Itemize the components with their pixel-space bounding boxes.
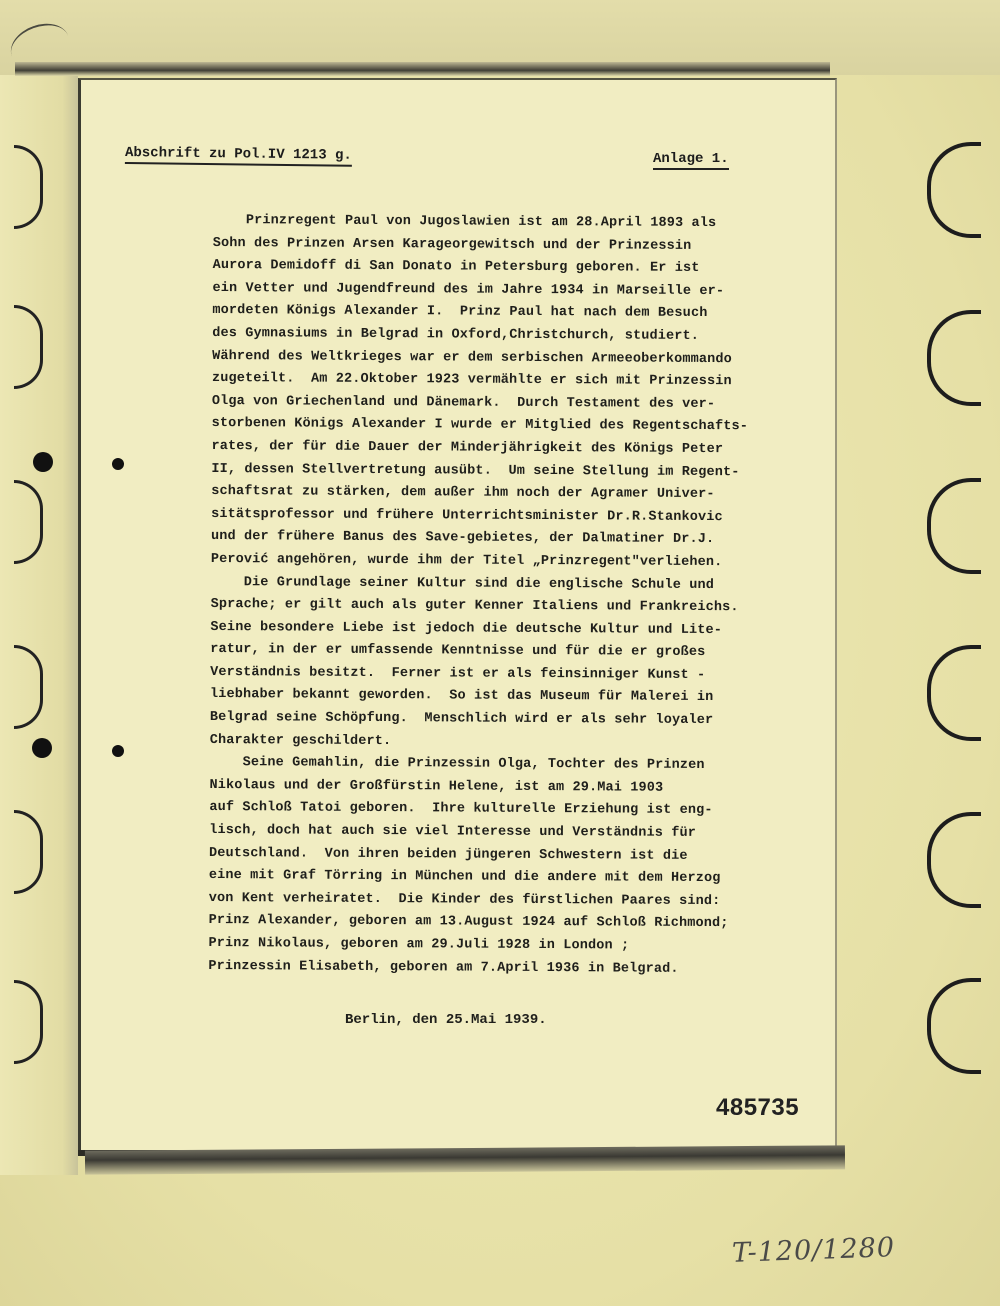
text-line: Olga von Griechenland und Dänemark. Durch Testament des ver- xyxy=(211,393,716,412)
text-line: liebhaber bekannt geworden. So ist das Museum für Malerei in xyxy=(209,687,714,706)
text-line: II, dessen Stellvertretung ausübt. Um seine Stellung im Regent- xyxy=(211,461,740,480)
archive-reference: T-120/1280 xyxy=(731,1232,896,1269)
text-line: Prinz Alexander, geboren am 13.August 1924 auf Schloß Richmond; xyxy=(208,913,729,932)
text-line: Während des Weltkrieges war er dem serbischen Armeeoberkommando xyxy=(212,348,732,367)
text-line: Sohn des Prinzen Arsen Karageorgewitsch und der Prinzessin xyxy=(212,235,692,254)
text-line: Belgrad seine Schöpfung. Menschlich wird er als sehr loyaler xyxy=(209,710,714,729)
text-line: von Kent verheiratet. Die Kinder des fürstlichen Paares sind: xyxy=(208,890,721,909)
document-body xyxy=(208,210,833,982)
text-line: rates, der für die Dauer der Minderjährigkeit des Königs Peter xyxy=(211,438,724,458)
punch-mark xyxy=(112,745,124,757)
text-line: ein Vetter und Jugendfreund des im Jahre 1934 in Marseille er- xyxy=(212,280,725,299)
text-line: Prinz Nikolaus, geboren am 29.Juli 1928 in London ; xyxy=(208,935,630,954)
text-line: Seine besondere Liebe ist jedoch die deutsche Kultur und Lite- xyxy=(210,619,723,638)
text-line: Prinzregent Paul von Jugoslawien ist am 28.April 1893 als xyxy=(212,212,717,232)
text-line: ratur, in der er umfassende Kenntnisse und für die er großes xyxy=(210,642,706,661)
text-line: Verständnis besitzt. Ferner ist er als feinsinniger Kunst - xyxy=(210,664,706,683)
text-line: schaftsrat zu stärken, dem außer ihm noch der Agramer Univer- xyxy=(211,484,715,503)
text-line: Die Grundlage seiner Kultur sind die englische Schule und xyxy=(210,574,715,593)
place-and-date: Berlin, den 25.Mai 1939. xyxy=(345,1012,547,1028)
text-line: des Gymnasiums in Belgrad in Oxford,Christchurch, studiert. xyxy=(212,325,700,344)
text-line: mordeten Königs Alexander I. Prinz Paul hat nach dem Besuch xyxy=(212,303,708,322)
text-line: Sprache; er gilt auch als guter Kenner Italiens und Frankreichs. xyxy=(210,597,739,616)
copy-reference: Abschrift zu Pol.IV 1213 g. xyxy=(125,145,352,167)
text-line: Seine Gemahlin, die Prinzessin Olga, Tochter des Prinzen xyxy=(209,755,705,774)
punch-hole xyxy=(32,738,52,758)
text-line: storbenen Königs Alexander I wurde er Mitglied des Regentschafts- xyxy=(211,416,749,435)
text-line: Deutschland. Von ihren beiden jüngeren Schwestern ist die xyxy=(209,845,688,864)
text-line: auf Schloß Tatoi geboren. Ihre kulturelle Erziehung ist eng- xyxy=(209,800,713,819)
text-line: Aurora Demidoff di San Donato in Petersburg geboren. Er ist xyxy=(212,258,700,277)
text-line: Prinzessin Elisabeth, geboren am 7.April 1936 in Belgrad. xyxy=(208,958,679,977)
punch-mark xyxy=(112,458,124,470)
attachment-label: Anlage 1. xyxy=(653,151,729,170)
document-header xyxy=(125,145,765,169)
text-line: Charakter geschildert. xyxy=(209,732,392,749)
stamp-number: 485735 xyxy=(716,1094,800,1121)
text-line: zugeteilt. Am 22.Oktober 1923 vermählte er sich mit Prinzessin xyxy=(211,371,732,390)
paper-top-edge xyxy=(15,62,830,76)
text-line: und der frühere Banus des Save-gebietes, der Dalmatiner Dr.J. xyxy=(210,529,715,548)
punch-hole xyxy=(33,452,53,472)
text-line: lisch, doch hat auch sie viel Interesse und Verständnis für xyxy=(209,823,697,841)
text-line: Perović angehören, wurde ihm der Titel „Prinzregent"verliehen. xyxy=(210,551,723,571)
text-line: eine mit Graf Törring in München und die andere mit dem Herzog xyxy=(208,868,721,887)
text-line: Nikolaus und der Großfürstin Helene, ist am 29.Mai 1903 xyxy=(209,777,664,796)
text-line: sitätsprofessor und frühere Unterrichtsminister Dr.R.Stankovic xyxy=(211,506,723,525)
